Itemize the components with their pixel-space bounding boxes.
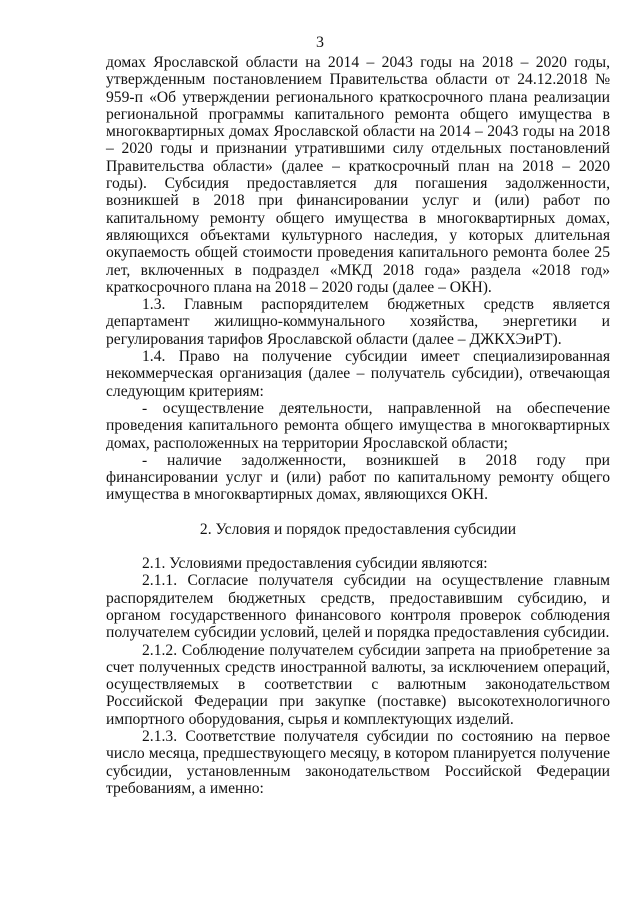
criterion-item-2: - наличие задолженности, возникшей в 2018 году при финансировании услуг и (или) работ по капитальному ремонту общего имущества в многоквартирных домах, являющихся ОКН. <box>106 451 610 504</box>
document-body <box>106 54 610 797</box>
paragraph-continuation: домах Ярославской области на 2014 – 2043 годы на 2018 – 2020 годы, утвержденным постановлением Правительства области от 24.12.2018 № 959-п «Об утверждении регионального краткосрочного плана реализации региональной программы капитального ремонта общего имущества в многоквартирных домах Ярославской области на 2014 – 2043 годы на 2018 – 2020 годы и признании утратившими силу отдельных постановлений Правительства области» (далее – краткосрочный план на 2018 – 2020 годы). Субсидия предоставляется для погашения задолженности, возникшей в 2018 при финансировании услуг и (или) работ по капитальному ремонту общего имущества в многоквартирных домах, являющихся объектами культурного наследия, у которых длительная окупаемость общей стоимости проведения капитального ремонта более 25 лет, включенных в подраздел «МКД 2018 года» раздела «2018 год» краткосрочного плана на 2018 – 2020 годы (далее – ОКН). <box>106 54 610 296</box>
paragraph-1-3: 1.3. Главным распорядителем бюджетных средств является департамент жилищно-коммунального хозяйства, энергетики и регулирования тарифов Ярославской области (далее – ДЖКХЭиРТ). <box>106 296 610 348</box>
page-number: 3 <box>316 34 324 51</box>
paragraph-2-1-1: 2.1.1. Согласие получателя субсидии на осуществление главным распорядителем бюджетных средств, предоставившим субсидию, и органом государственного финансового контроля проверок соблюдения получателем субсидии условий, целей и порядка предоставления субсидии. <box>106 572 610 642</box>
paragraph-2-1-2: 2.1.2. Соблюдение получателем субсидии запрета на приобретение за счет полученных средств иностранной валюты, за исключением операций, осуществляемых в соответствии с валютным законодательством Российской Федерации при закупке (поставке) высокотехнологичного импортного оборудования, сырья и комплектующих изделий. <box>106 641 610 728</box>
paragraph-2-1-3: 2.1.3. Соответствие получателя субсидии по состоянию на первое число месяца, предшествующего месяцу, в котором планируется получение субсидии, установленным законодательством Российской Федерации требованиям, а именно: <box>106 727 610 797</box>
section-heading: 2. Условия и порядок предоставления субсидии <box>199 520 517 538</box>
criterion-item-1: - осуществление деятельности, направленной на обеспечение проведения капитального ремонта общего имущества в многоквартирных домах, расположенных на территории Ярославской области; <box>106 399 610 452</box>
paragraph-2-1: 2.1. Условиями предоставления субсидии являются: <box>142 555 488 573</box>
paragraph-1-4: 1.4. Право на получение субсидии имеет специализированная некоммерческая организация (далее – получатель субсидии), отвечающая следующим критериям: <box>106 348 610 400</box>
